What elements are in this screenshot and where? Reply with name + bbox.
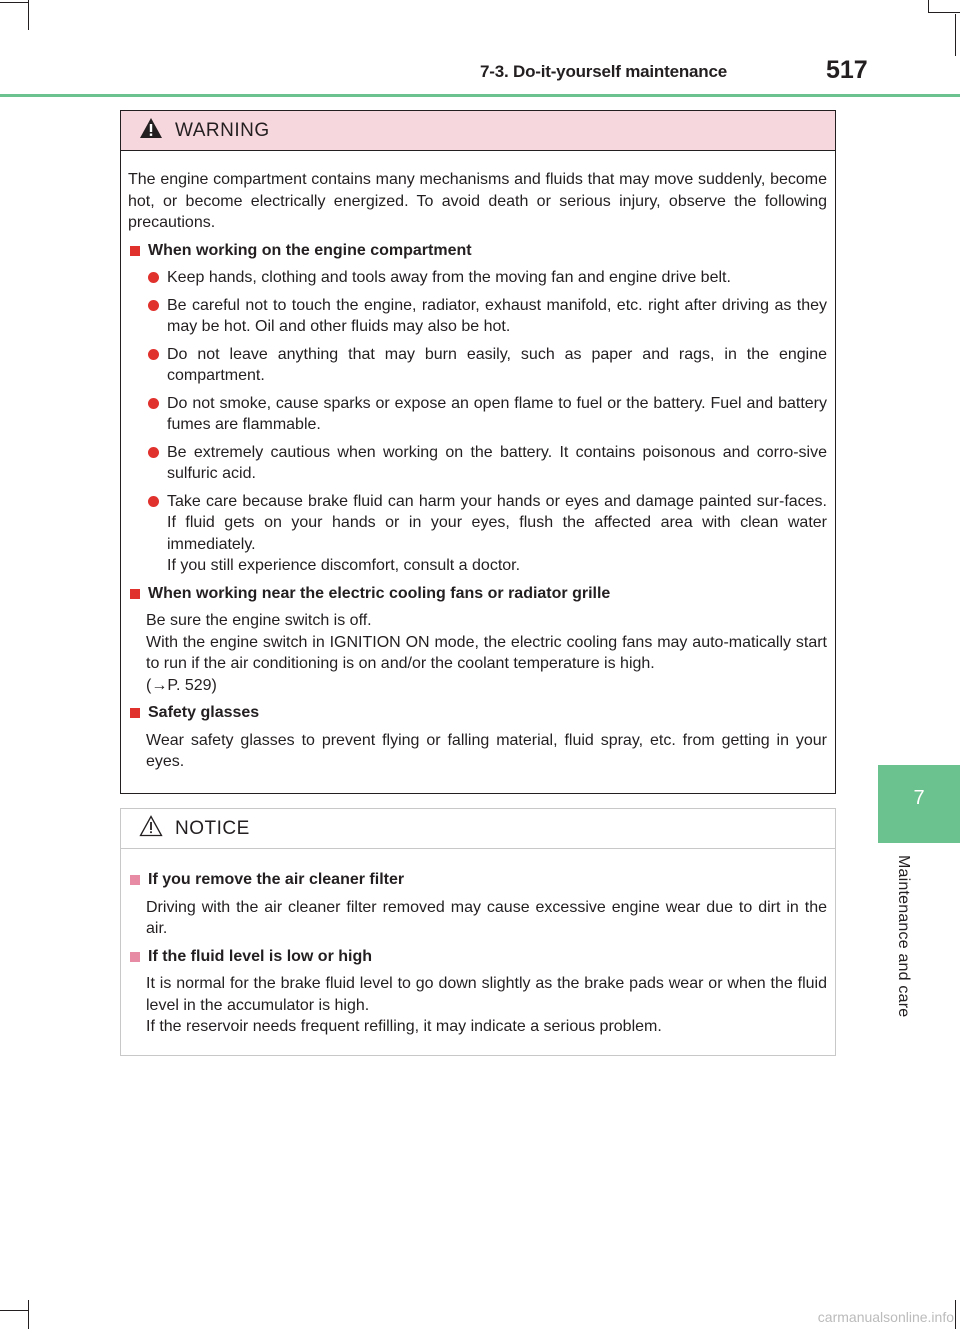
paragraph [146,897,827,940]
bullet-dot-icon [148,447,159,458]
list-item [146,491,827,577]
paragraph-line: Driving with the air cleaner filter removed may cause excessive engine wear due to dirt in the air. [146,898,827,937]
subheading-text: Safety glasses [148,704,260,721]
list-item [146,267,827,289]
subheading-text: If you remove the air cleaner filter [148,871,405,888]
paragraph-line: Be sure the engine switch is off. [146,612,372,629]
notice-subheading [128,946,827,968]
paragraph [146,730,827,773]
warning-body [121,151,835,773]
paragraph [146,973,827,1038]
bullet-dot-icon [148,496,159,507]
crop-mark [0,1310,28,1311]
notice-box [120,808,836,1056]
notice-header [121,809,835,849]
paragraph [146,610,827,696]
paragraph-line: It is normal for the brake fluid level to go down slightly as the brake pads wear or when the fluid level in the accumulator is high. [146,975,827,1014]
warning-header [121,111,835,151]
notice-body [121,849,835,1038]
notice-title: NOTICE [175,817,250,839]
watermark: carmanualsonline.info [817,1309,954,1325]
chapter-label: Maintenance and care [895,855,912,1018]
list-item-text: Do not smoke, cause sparks or expose an open flame to fuel or the battery. Fuel and battery fumes are flammable. [167,394,827,433]
paragraph-line: If the reservoir needs frequent refilling, it may indicate a serious problem. [146,1018,662,1035]
subheading-text: When working on the engine compartment [148,241,472,259]
subheading-text: If the fluid level is low or high [148,947,373,965]
crop-mark [28,0,29,30]
list-item [146,442,827,485]
crop-mark [955,1300,956,1329]
list-item-text: Be careful not to touch the engine, radiator, exhaust manifold, etc. right after driving as they may be hot. Oil and other fluids may also be hot. [167,296,827,335]
crop-mark [928,12,960,13]
bullet-dot-icon [148,398,159,409]
header-rule [0,94,960,97]
list-item-text: Be extremely cautious when working on the battery. It contains poisonous and corro-sive sulfuric acid. [167,443,827,482]
paragraph-line: Wear safety glasses to prevent flying or falling material, fluid spray, etc. from getting in your eyes. [146,731,827,770]
chapter-tab [878,765,960,843]
warning-title: WARNING [175,119,270,141]
crop-mark [0,2,28,3]
square-bullet-icon [130,246,140,256]
warning-subheading [128,702,827,724]
page-number: 517 [826,56,868,84]
square-bullet-icon [130,952,140,962]
warning-intro: The engine compartment contains many mechanisms and fluids that may move suddenly, become hot, or become electrically energized. To avoid death or serious injury, observe the following precautions. [128,171,827,231]
bullet-dot-icon [148,300,159,311]
crop-mark [928,0,929,12]
crop-mark [28,1300,29,1329]
subheading-text: When working near the electric cooling fans or radiator grille [148,584,611,602]
list-item-content [167,491,827,577]
list-item [146,393,827,436]
section-title: 7-3. Do-it-yourself maintenance [480,62,727,81]
list-item-text: Keep hands, clothing and tools away from the moving fan and engine drive belt. [167,269,731,286]
bullet-dot-icon [148,349,159,360]
warning-subheading [128,240,827,262]
list-item [146,295,827,338]
square-bullet-icon [130,589,140,599]
notice-subheading [128,869,827,891]
warning-box [120,110,836,794]
warning-triangle-icon [139,117,163,145]
square-bullet-icon [130,708,140,718]
paragraph-line: With the engine switch in IGNITION ON mode, the electric cooling fans may auto-matically start to run if the air conditioning is on and/or the coolant temperature is high. [146,633,827,672]
notice-triangle-icon [139,815,163,843]
bullet-dot-icon [148,272,159,283]
crop-mark [955,14,956,56]
list-item-text: Do not leave anything that may burn easily, such as paper and rags, in the engine compartment. [167,345,827,384]
square-bullet-icon [130,875,140,885]
list-item-text: Take care because brake fluid can harm your hands or eyes and damage painted sur-faces. If fluid gets on your hands or in your eyes, flush the affected area with clean water immediately. [167,492,827,553]
chapter-number: 7 [913,787,925,809]
list-item-extra: If you still experience discomfort, consult a doctor. [167,557,521,574]
warning-subheading [128,583,827,605]
page-reference: (→P. 529) [146,676,217,694]
list-item [146,344,827,387]
